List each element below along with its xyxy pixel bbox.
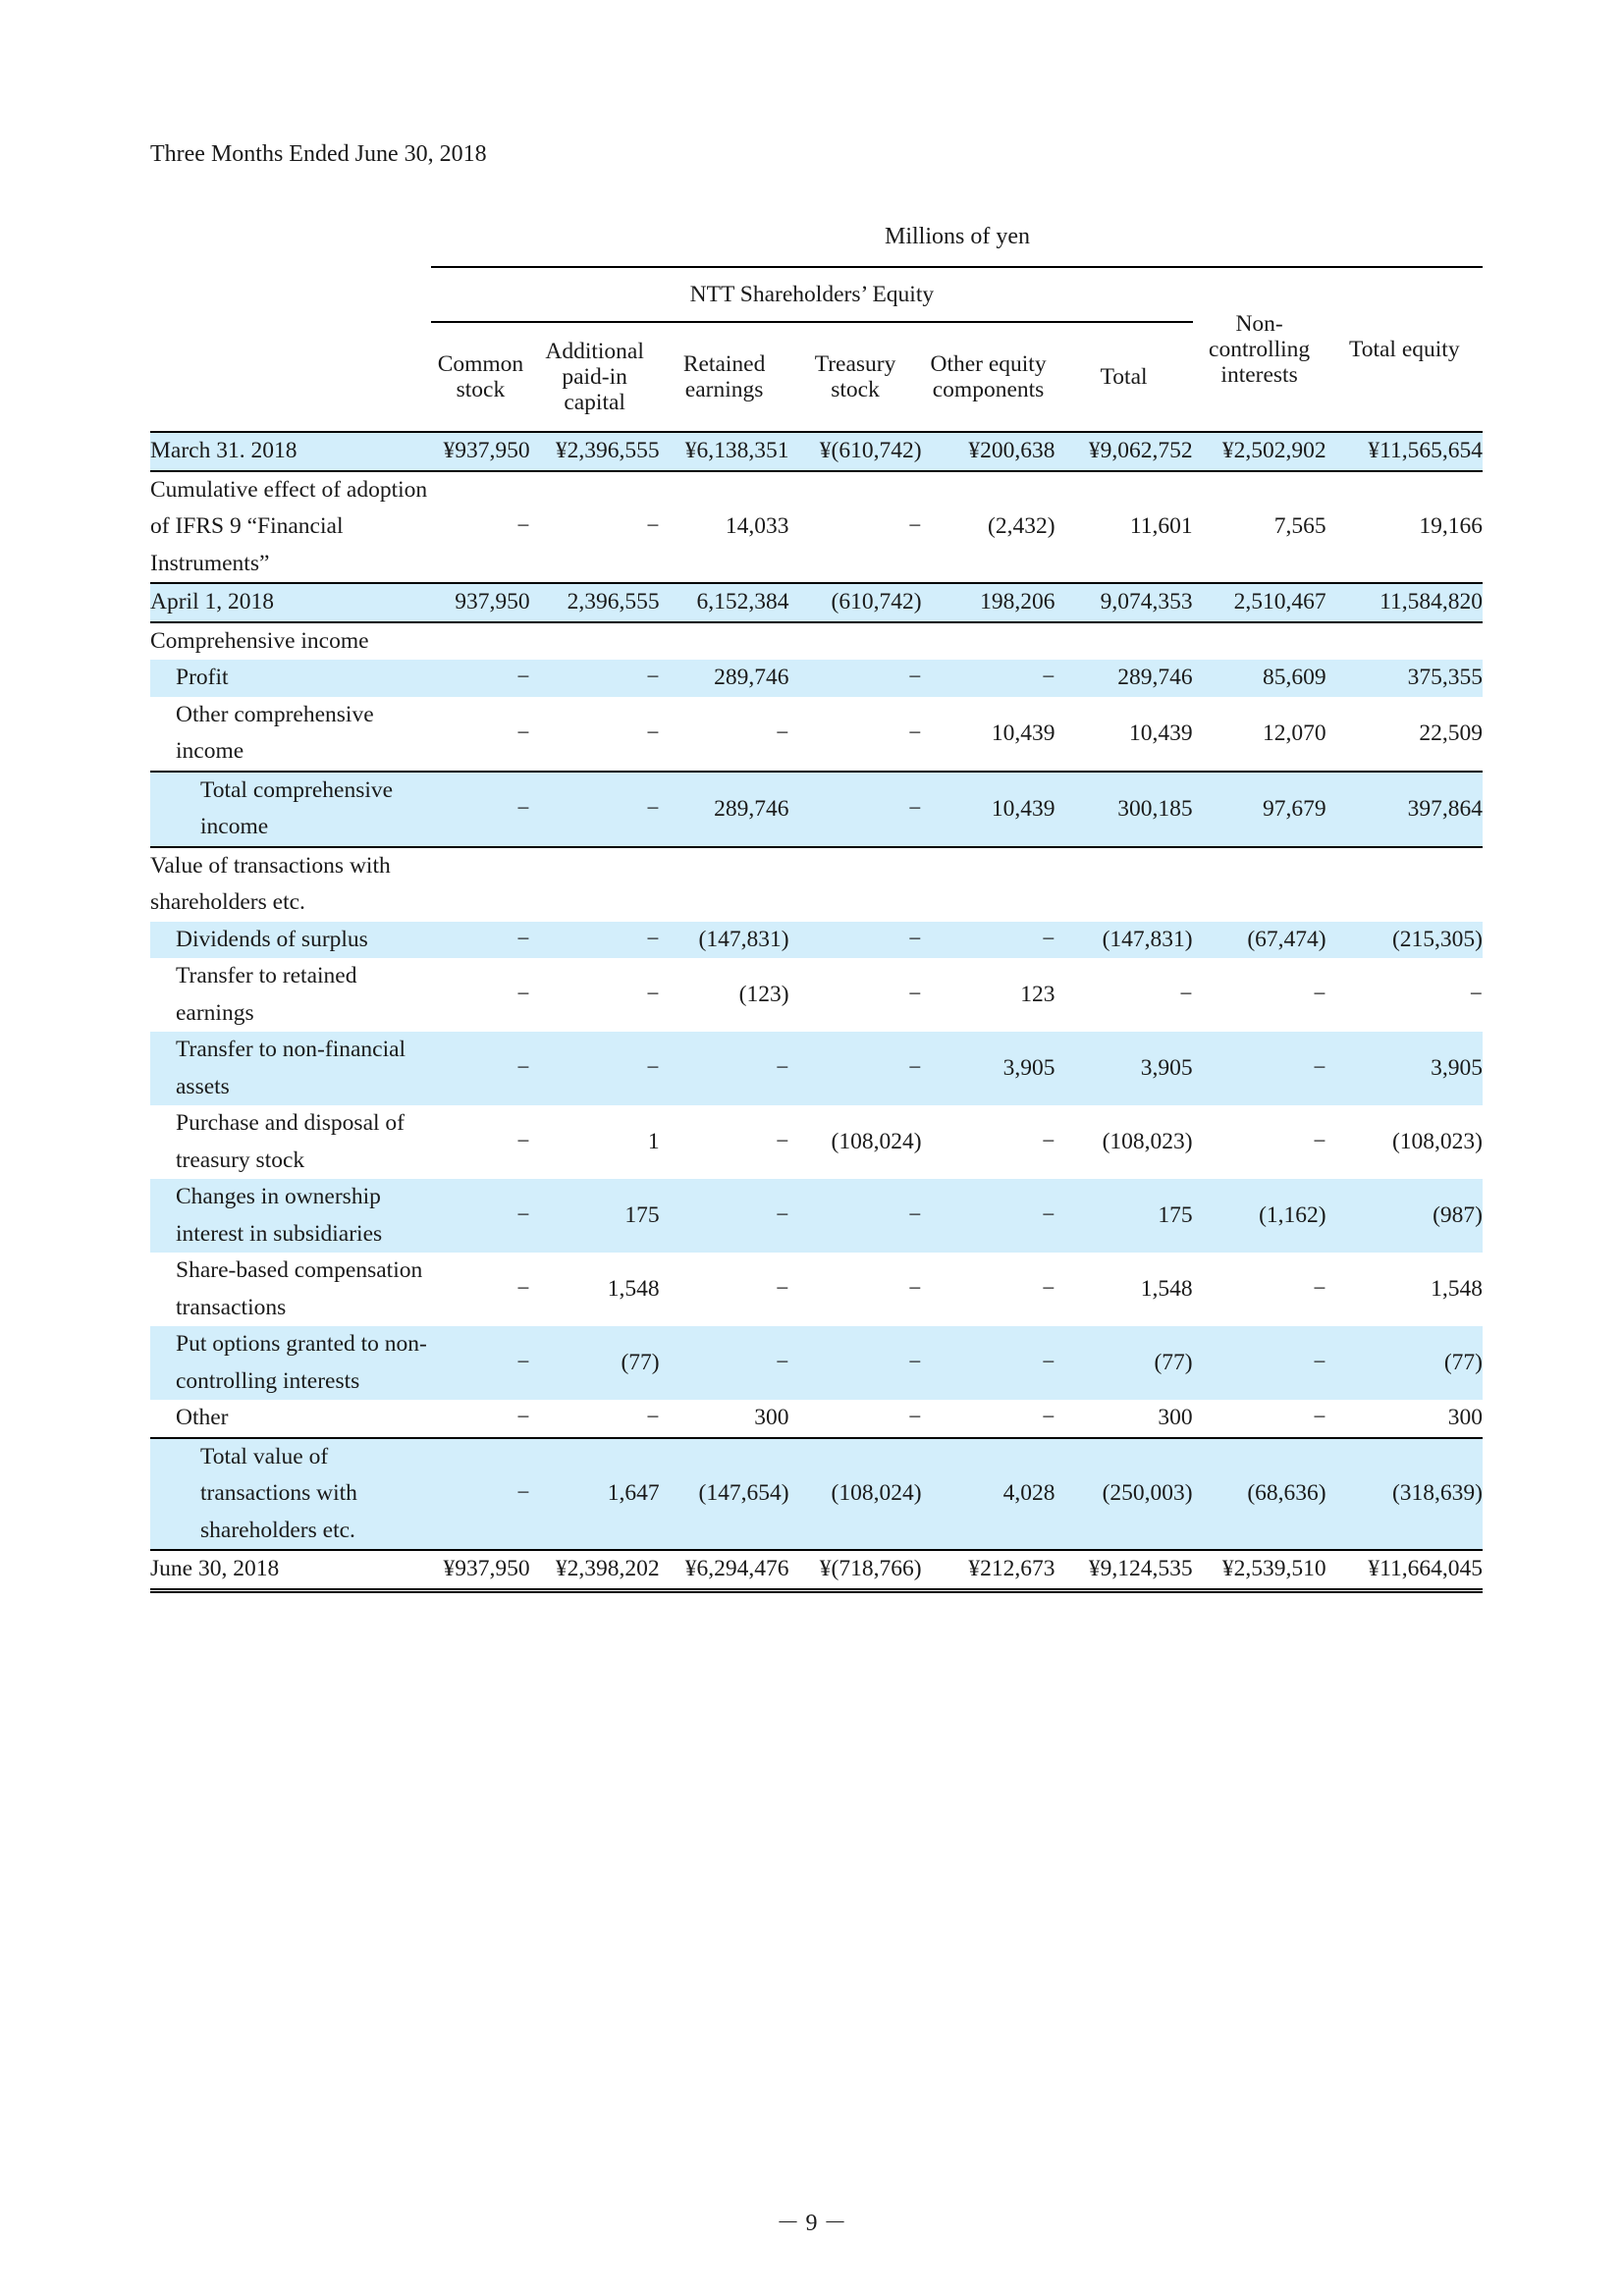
- table-row: [150, 1550, 1483, 1590]
- row-label: Cumulative effect of adoption of IFRS 9 “Financial Instruments”: [150, 471, 431, 584]
- cell-total-equity: 300: [1326, 1400, 1483, 1438]
- col-header-other-equity-components: Other equity components: [922, 322, 1055, 432]
- cell-non-controlling-interests: −: [1313, 1129, 1326, 1154]
- cell-total-equity: ¥11,565,654: [1326, 432, 1483, 471]
- cell-common-stock: −: [431, 1326, 529, 1400]
- cell-treasury-stock: −: [789, 1179, 922, 1253]
- cell-other-equity-components: 198,206: [922, 583, 1055, 622]
- row-label: March 31. 2018: [150, 432, 431, 471]
- row-label: Changes in ownership interest in subsidiaries: [150, 1179, 431, 1253]
- row-label: Transfer to retained earnings: [176, 963, 357, 1026]
- page-number: － 9 －: [776, 2211, 847, 2236]
- cell-total: 175: [1055, 1179, 1193, 1253]
- row-label: Total comprehensive income: [150, 772, 431, 847]
- cell-common-stock: 937,950: [431, 583, 529, 622]
- cell-other-equity-components: ¥200,638: [922, 432, 1055, 471]
- cell-total-equity: ¥11,664,045: [1326, 1550, 1483, 1590]
- cell-additional-paid-in-capital: −: [530, 772, 660, 847]
- cell-retained-earnings: (123): [738, 982, 789, 1007]
- cell-retained-earnings: −: [660, 1179, 789, 1253]
- table-row: [150, 432, 1483, 471]
- cell-treasury-stock: −: [789, 772, 922, 847]
- cell-total-equity: (215,305): [1326, 922, 1483, 959]
- col-header-non-controlling: Non- controlling interests: [1193, 267, 1326, 432]
- cell-additional-paid-in-capital: −: [530, 660, 660, 697]
- cell-other-equity-components: −: [922, 1400, 1055, 1438]
- cell-total: 9,074,353: [1055, 583, 1193, 622]
- cell-additional-paid-in-capital: 1,548: [607, 1276, 660, 1302]
- cell-total: 3,905: [1055, 1032, 1193, 1105]
- row-label: Dividends of surplus: [150, 922, 431, 959]
- statement-period-title: Three Months Ended June 30, 2018: [150, 141, 487, 167]
- cell-non-controlling-interests: ¥2,539,510: [1193, 1550, 1326, 1590]
- table-row: [150, 958, 1483, 1032]
- cell-common-stock: −: [516, 1129, 530, 1154]
- cell-additional-paid-in-capital: 1: [647, 1129, 660, 1154]
- cell-treasury-stock: (108,024): [831, 1129, 922, 1154]
- cell-non-controlling-interests: (1,162): [1193, 1179, 1326, 1253]
- cell-total: 289,746: [1055, 660, 1193, 697]
- cell-treasury-stock: −: [789, 1326, 922, 1400]
- cell-other-equity-components: 3,905: [922, 1032, 1055, 1105]
- cell-additional-paid-in-capital: −: [646, 982, 660, 1007]
- row-label: Other: [150, 1400, 431, 1438]
- cell-total: ¥9,062,752: [1055, 432, 1193, 471]
- cell-treasury-stock: −: [789, 1400, 922, 1438]
- cell-retained-earnings: (147,831): [660, 922, 789, 959]
- cell-other-equity-components: 123: [1020, 982, 1055, 1007]
- cell-common-stock: −: [431, 1179, 529, 1253]
- ntt-shareholders-equity-header: NTT Shareholders’ Equity: [431, 267, 1192, 322]
- table-row: [150, 1438, 1483, 1551]
- cell-treasury-stock: (610,742): [789, 583, 922, 622]
- cell-common-stock: −: [431, 1400, 529, 1438]
- header-blank: [150, 267, 431, 432]
- cell-common-stock: ¥937,950: [431, 432, 529, 471]
- col-header-treasury-stock: Treasury stock: [789, 322, 922, 432]
- row-label: June 30, 2018: [150, 1550, 431, 1590]
- cell-common-stock: −: [431, 922, 529, 959]
- cell-total-equity: (77): [1326, 1326, 1483, 1400]
- table-row: [150, 922, 1483, 959]
- cell-common-stock: −: [431, 1438, 529, 1551]
- cell-treasury-stock: −: [789, 1032, 922, 1105]
- cell-retained-earnings: ¥6,138,351: [660, 432, 789, 471]
- cell-non-controlling-interests: −: [1313, 1276, 1326, 1302]
- cell-non-controlling-interests: 2,510,467: [1193, 583, 1326, 622]
- cell-total: 10,439: [1055, 697, 1193, 772]
- cell-other-equity-components: −: [1042, 1129, 1055, 1154]
- cell-total: (77): [1055, 1326, 1193, 1400]
- cell-common-stock: −: [516, 1276, 530, 1302]
- table-row: [150, 1179, 1483, 1253]
- cell-retained-earnings: 300: [660, 1400, 789, 1438]
- table-row: [150, 1105, 1483, 1179]
- col-header-total: Total: [1055, 322, 1193, 432]
- cell-total: ¥9,124,535: [1055, 1550, 1193, 1590]
- row-label: Profit: [150, 660, 431, 697]
- cell-other-equity-components: (2,432): [922, 471, 1055, 584]
- cell-total: 11,601: [1055, 471, 1193, 584]
- equity-statement-table: [150, 266, 1483, 1593]
- row-label: Put options granted to non-controlling interests: [150, 1326, 431, 1400]
- cell-treasury-stock: −: [908, 982, 922, 1007]
- section-row: [150, 847, 1483, 922]
- row-label: Share-based compensation transactions: [176, 1257, 423, 1320]
- cell-common-stock: −: [431, 660, 529, 697]
- cell-retained-earnings: −: [776, 1129, 789, 1154]
- col-header-common-stock: Common stock: [431, 322, 529, 432]
- cell-retained-earnings: 289,746: [660, 772, 789, 847]
- cell-additional-paid-in-capital: −: [530, 922, 660, 959]
- table-row: [150, 772, 1483, 847]
- cell-treasury-stock: −: [789, 697, 922, 772]
- row-label: Transfer to non-financial assets: [150, 1032, 431, 1105]
- cell-total: (108,023): [1102, 1129, 1193, 1154]
- cell-total: 1,548: [1140, 1276, 1193, 1302]
- cell-retained-earnings: 14,033: [660, 471, 789, 584]
- table-row: [150, 1253, 1483, 1326]
- cell-treasury-stock: ¥(610,742): [789, 432, 922, 471]
- cell-additional-paid-in-capital: −: [530, 697, 660, 772]
- cell-non-controlling-interests: (67,474): [1193, 922, 1326, 959]
- cell-total-equity: 375,355: [1326, 660, 1483, 697]
- cell-total-equity: 3,905: [1326, 1032, 1483, 1105]
- cell-additional-paid-in-capital: −: [530, 1400, 660, 1438]
- cell-treasury-stock: (108,024): [789, 1438, 922, 1551]
- cell-common-stock: −: [431, 1032, 529, 1105]
- cell-total: (250,003): [1055, 1438, 1193, 1551]
- row-label: Value of transactions with shareholders etc.: [150, 852, 391, 915]
- cell-non-controlling-interests: 12,070: [1193, 697, 1326, 772]
- cell-additional-paid-in-capital: (77): [530, 1326, 660, 1400]
- cell-treasury-stock: −: [789, 922, 922, 959]
- cell-total-equity: (108,023): [1391, 1129, 1483, 1154]
- cell-additional-paid-in-capital: −: [530, 1032, 660, 1105]
- cell-other-equity-components: −: [922, 660, 1055, 697]
- row-label: April 1, 2018: [150, 583, 431, 622]
- cell-additional-paid-in-capital: 175: [530, 1179, 660, 1253]
- cell-retained-earnings: −: [660, 697, 789, 772]
- cell-additional-paid-in-capital: ¥2,396,555: [530, 432, 660, 471]
- cell-retained-earnings: ¥6,294,476: [660, 1550, 789, 1590]
- cell-total-equity: (987): [1326, 1179, 1483, 1253]
- cell-total-equity: 11,584,820: [1326, 583, 1483, 622]
- cell-additional-paid-in-capital: ¥2,398,202: [530, 1550, 660, 1590]
- cell-retained-earnings: 289,746: [660, 660, 789, 697]
- cell-other-equity-components: 10,439: [922, 772, 1055, 847]
- col-header-total-equity: Total equity: [1326, 267, 1483, 432]
- cell-treasury-stock: −: [789, 660, 922, 697]
- cell-other-equity-components: 4,028: [922, 1438, 1055, 1551]
- cell-total-equity: 22,509: [1326, 697, 1483, 772]
- cell-non-controlling-interests: (68,636): [1193, 1438, 1326, 1551]
- cell-common-stock: ¥937,950: [431, 1550, 529, 1590]
- cell-non-controlling-interests: −: [1193, 1032, 1326, 1105]
- cell-other-equity-components: 10,439: [922, 697, 1055, 772]
- cell-common-stock: −: [431, 697, 529, 772]
- cell-treasury-stock: −: [908, 1276, 922, 1302]
- cell-additional-paid-in-capital: 2,396,555: [530, 583, 660, 622]
- cell-total-equity: 1,548: [1431, 1276, 1483, 1302]
- cell-total-equity: 397,864: [1326, 772, 1483, 847]
- table-row: [150, 697, 1483, 772]
- cell-retained-earnings: −: [660, 1326, 789, 1400]
- cell-non-controlling-interests: 97,679: [1193, 772, 1326, 847]
- cell-non-controlling-interests: −: [1193, 1326, 1326, 1400]
- cell-common-stock: −: [431, 772, 529, 847]
- col-header-additional-paid-in-capital: Additional paid-in capital: [530, 322, 660, 432]
- row-label: Total value of transactions with shareholders etc.: [150, 1438, 431, 1551]
- cell-total-equity: 19,166: [1326, 471, 1483, 584]
- cell-non-controlling-interests: −: [1313, 982, 1326, 1007]
- table-row: [150, 1032, 1483, 1105]
- cell-treasury-stock: −: [789, 471, 922, 584]
- cell-total: −: [1179, 982, 1193, 1007]
- cell-additional-paid-in-capital: −: [530, 471, 660, 584]
- cell-retained-earnings: −: [776, 1276, 789, 1302]
- cell-retained-earnings: −: [660, 1032, 789, 1105]
- row-label: Comprehensive income: [150, 627, 369, 654]
- table-row: [150, 471, 1483, 584]
- cell-total: (147,831): [1055, 922, 1193, 959]
- cell-retained-earnings: 6,152,384: [660, 583, 789, 622]
- cell-non-controlling-interests: 85,609: [1193, 660, 1326, 697]
- units-label: Millions of yen: [885, 224, 1030, 249]
- cell-other-equity-components: −: [1042, 1276, 1055, 1302]
- cell-non-controlling-interests: ¥2,502,902: [1193, 432, 1326, 471]
- row-label: Other comprehensive income: [150, 697, 431, 772]
- section-row: [150, 622, 1483, 661]
- table-row: [150, 660, 1483, 697]
- cell-treasury-stock: ¥(718,766): [789, 1550, 922, 1590]
- table-row: [150, 1400, 1483, 1438]
- cell-other-equity-components: ¥212,673: [922, 1550, 1055, 1590]
- col-header-retained-earnings: Retained earnings: [660, 322, 789, 432]
- cell-additional-paid-in-capital: 1,647: [530, 1438, 660, 1551]
- table-row: [150, 583, 1483, 622]
- cell-total: 300,185: [1055, 772, 1193, 847]
- cell-retained-earnings: (147,654): [660, 1438, 789, 1551]
- cell-common-stock: −: [431, 471, 529, 584]
- cell-total-equity: −: [1469, 982, 1483, 1007]
- cell-other-equity-components: −: [922, 1326, 1055, 1400]
- row-label: Purchase and disposal of treasury stock: [176, 1110, 405, 1173]
- cell-non-controlling-interests: −: [1193, 1400, 1326, 1438]
- table-row: [150, 1326, 1483, 1400]
- cell-non-controlling-interests: 7,565: [1193, 471, 1326, 584]
- cell-other-equity-components: −: [922, 922, 1055, 959]
- cell-total-equity: (318,639): [1326, 1438, 1483, 1551]
- cell-other-equity-components: −: [922, 1179, 1055, 1253]
- cell-total: 300: [1055, 1400, 1193, 1438]
- cell-common-stock: −: [516, 982, 530, 1007]
